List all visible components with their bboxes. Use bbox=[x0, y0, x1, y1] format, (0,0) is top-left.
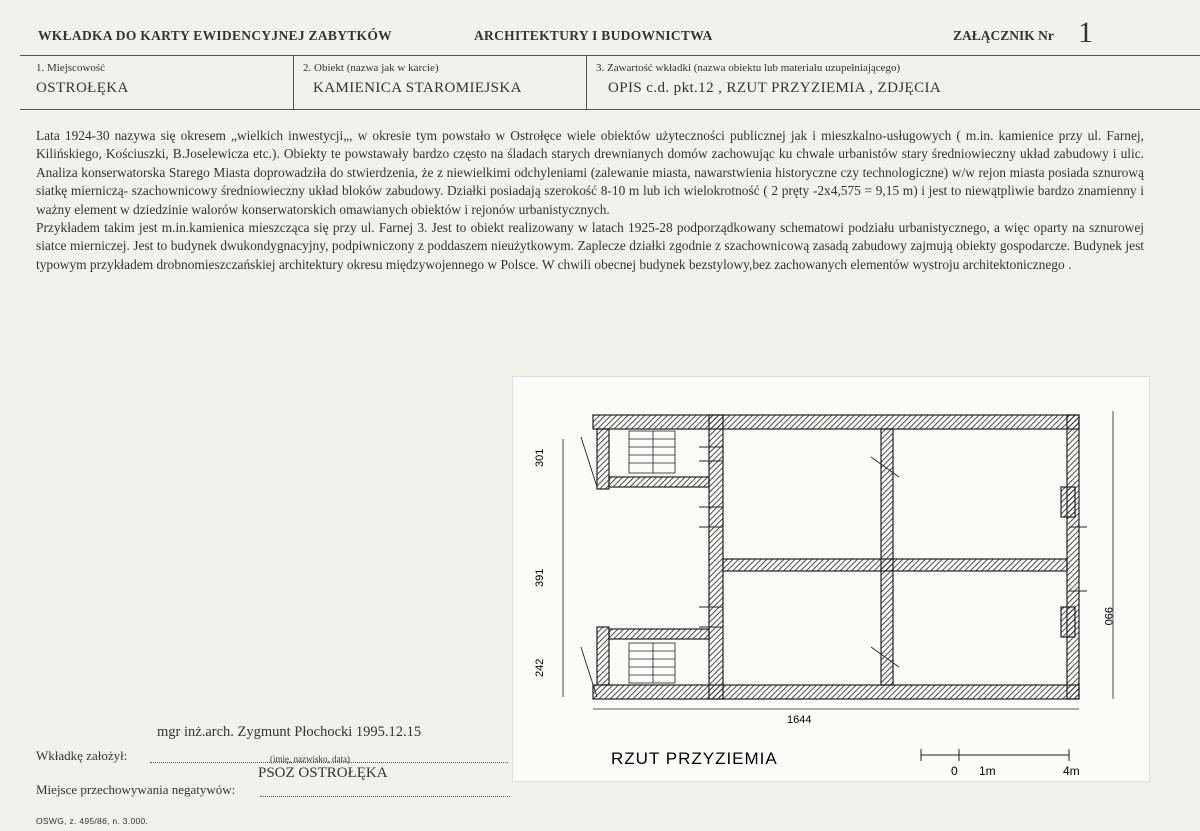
rule-fields bbox=[20, 109, 1200, 110]
field-label-place: 1. Miejscowość bbox=[36, 62, 106, 74]
plan-title: RZUT PRZYZIEMIA bbox=[611, 749, 778, 768]
header bbox=[38, 14, 1170, 54]
rule-top bbox=[20, 55, 1200, 56]
dim-mid: 391 bbox=[534, 568, 546, 587]
annex-number: 1 bbox=[1078, 16, 1093, 49]
field-value-place: OSTROŁĘKA bbox=[36, 80, 129, 96]
header-title: WKŁADKA DO KARTY EWIDENCYJNEJ ZABYTKÓW bbox=[38, 28, 392, 43]
storage-value: PSOZ OSTROŁĘKA bbox=[258, 765, 388, 781]
field-value-object: KAMIENICA STAROMIEJSKA bbox=[313, 80, 522, 96]
field-label-contents: 3. Zawartość wkładki (nazwa obiektu lub materiału uzupełniającego) bbox=[596, 62, 901, 74]
floor-plan-svg bbox=[513, 377, 1149, 781]
header-subtitle: ARCHITEKTURY I BUDOWNICTWA bbox=[474, 28, 713, 43]
annex-label: ZAŁĄCZNIK Nr bbox=[953, 28, 1054, 43]
field-divider-1 bbox=[293, 55, 294, 110]
dim-top: 301 bbox=[534, 448, 546, 467]
paragraph-1: Lata 1924-30 nazywa się okresem „wielkich inwestycji„, w okresie tym powstało w Ostrołęce wiele obiektów użyteczności publicznej jak i mieszkalno-usługowych ( m.in. kamienice przy ul. Farnej, Kilińskiego, Kościuszki, B.Joselewicza etc.). Obiekty te powstawały bardzo często na śladach starych drewnianych domów zachowując ku chwale urbanistów stary średniowieczny układ zabudowy i ulic. Analiza konserwatorska Starego Miasta doprowadziła do stwierdzenia, że z niewielkimi odchyleniami (zalewanie miasta, nawarstwienia historyczne czy technologiczne) w/w rejon miasta posiada sznurową siatkę mierniczą- szachownicowy średniowieczny układ bloków zabudowy. Działki posiadają szerokość 8-10 m lub ich wielokrotność ( 2 pręty -2x4,575 = 9,15 m) i jest to niewątpliwie bardzo znamienny i ważny element w dziedzinie walorów konserwatorskich omawianych obiektów i rejonów urbanistycznych. bbox=[36, 128, 1144, 217]
description-text bbox=[36, 127, 1144, 274]
prepared-by-label: Wkładkę założył: bbox=[36, 748, 128, 763]
dim-total-height: 990 bbox=[1102, 607, 1114, 626]
dim-bottom: 242 bbox=[534, 658, 546, 677]
field-divider-2 bbox=[586, 55, 587, 110]
storage-line bbox=[260, 796, 510, 797]
prepared-hint: (imię, nazwisko, data) bbox=[270, 754, 350, 764]
field-label-object: 2. Obiekt (nazwa jak w karcie) bbox=[303, 62, 439, 74]
walls bbox=[593, 415, 1079, 699]
stairs bbox=[629, 431, 675, 683]
storage-label: Miejsce przechowywania negatywów: bbox=[36, 782, 236, 797]
scale-1m: 1m bbox=[979, 764, 996, 778]
author-signature: mgr inż.arch. Zygmunt Płochocki 1995.12.15 bbox=[157, 724, 422, 740]
scale-0: 0 bbox=[951, 764, 958, 778]
scale-4m: 4m bbox=[1063, 764, 1080, 778]
floor-plan-drawing bbox=[512, 376, 1150, 782]
footer-code: OSWG, z. 495/86, n. 3.000. bbox=[36, 816, 149, 826]
field-value-contents: OPIS c.d. pkt.12 , RZUT PRZYZIEMIA , ZDJĘCIA bbox=[608, 80, 942, 96]
dim-total-width: 1644 bbox=[787, 714, 812, 726]
paragraph-2: Przykładem takim jest m.in.kamienica mieszcząca się przy ul. Farnej 3. Jest to obiekt realizowany w latach 1925-28 podporządkowany schematowi podziału urbanistycznego, a więc oparty na sznurowej siatce mierniczej. Jest to budynek dwukondygnacyjny, podpiwniczony z poddaszem nieużytkowym. Zaplecze działki zgodnie z szachownicową zasadą zabudowy zajmują obiekty gospodarcze. Budynek jest typowym przykładem drobnomieszczańskiej architektury okresu międzywojennego w Polsce. W chwili obecnej budynek bezstylowy,bez zachowanych elementów wystroju architektonicznego . bbox=[36, 220, 1144, 272]
scale-bar bbox=[921, 749, 1069, 761]
